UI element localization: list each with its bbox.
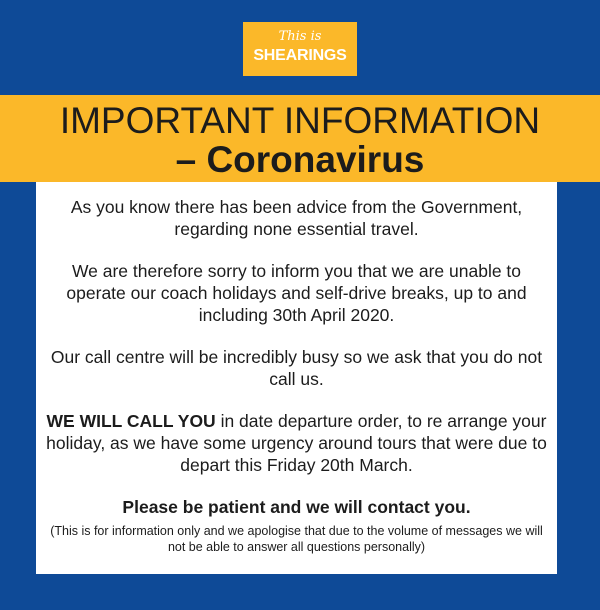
- message-paragraph-advice: As you know there has been advice from the Government, regarding none essential travel.: [70, 197, 523, 239]
- message-paragraph-call-centre: Our call centre will be incredibly busy so we ask that you do not call us.: [50, 347, 543, 389]
- heading-title: IMPORTANT INFORMATION: [59, 100, 541, 141]
- heading-banner: [0, 95, 600, 182]
- logo-tagline: This is: [278, 29, 322, 44]
- message-paragraph-callback: [44, 410, 549, 476]
- callback-emphasis: WE WILL CALL YOU: [46, 411, 216, 431]
- disclaimer-note: (This is for information only and we apologise that due to the volume of messages we will not be able to answer all questions personally): [50, 524, 543, 554]
- message-paragraph-cancellation: We are therefore sorry to inform you that we are unable to operate our coach holidays and self-drive breaks, up to and including 30th April 2020.: [66, 261, 527, 325]
- closing-statement: Please be patient and we will contact you.: [122, 497, 471, 517]
- logo-brand-name: SHEARINGS: [253, 47, 347, 64]
- shearings-logo: [243, 22, 357, 76]
- callback-detail: in date departure order, to re arrange your holiday, as we have some urgency around tours that were due to depart this Friday 20th March.: [46, 411, 547, 475]
- heading-subtitle: – Coronavirus: [175, 139, 425, 180]
- message-card: [36, 182, 557, 574]
